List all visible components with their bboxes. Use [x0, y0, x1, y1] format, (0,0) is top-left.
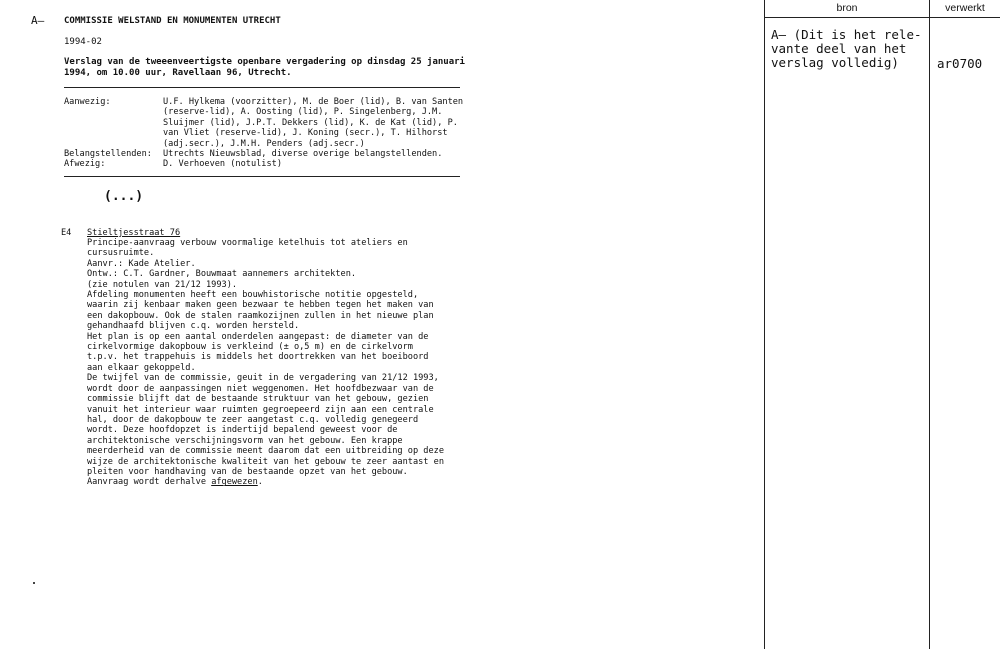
body-line: gehandhaafd blijven c.q. worden hersteld. — [87, 321, 300, 332]
bron-note-line: vante deel van het — [771, 41, 907, 56]
body-line: cirkelvormige dakopbouw is verkleind (± o,5 m) en de cirkelvorm — [87, 342, 413, 353]
body-line: commissie blijft dat de bestaande struktuur van het gebouw, gezien — [87, 394, 429, 405]
bron-note-line: verslag volledig) — [771, 55, 899, 70]
verwerkt-header: verwerkt — [945, 2, 985, 14]
column-header-rule — [764, 17, 1000, 18]
body-line: meerderheid van de commissie meent daarom dat een uitbreiding op deze — [87, 446, 444, 457]
body-line: architektonische verschijningsvorm van het gebouw. Een krappe — [87, 435, 403, 446]
body-line: wordt. Deze hoofdopzet is indertijd bepalend geweest voor de — [87, 425, 398, 436]
body-line: wordt door de aanpassingen niet weggenomen. Het hoofdbezwaar van de — [87, 383, 434, 394]
bron-column-left-rule — [764, 0, 765, 649]
organisation-name: COMMISSIE WELSTAND EN MONUMENTEN UTRECHT — [64, 16, 281, 26]
bron-header: bron — [836, 2, 858, 14]
body-line: Ontw.: C.T. Gardner, Bouwmaat aannemers architekten. — [87, 269, 357, 280]
body-line: Afdeling monumenten heeft een bouwhistorische notitie opgesteld, — [87, 290, 419, 301]
report-title-line-1: Verslag van de tweeenveertigste openbare vergadering op dinsdag 25 januari — [64, 57, 465, 67]
body-line: Aanvr.: Kade Atelier. — [87, 258, 196, 269]
body-line: cursusruimte. — [87, 248, 155, 259]
bron-note-line: A— (Dit is het rele- — [771, 27, 922, 42]
body-line: Principe-aanvraag verbouw voormalige ketelhuis tot ateliers en — [87, 238, 408, 248]
body-line: Het plan is op een aantal onderdelen aangepast: de diameter van de — [87, 331, 429, 342]
body-line: vanuit het interieur waar ruimten gegroepeerd zijn aan een centrale — [87, 404, 434, 415]
body-line: waarin zij kenbaar maken geen bezwaar te hebben tegen het maken van — [87, 300, 434, 311]
stray-dot — [33, 582, 35, 584]
body-line: een dakopbouw. Ook de stalen raamkozijnen zullen in het nieuwe plan — [87, 310, 434, 321]
absent-value: D. Verhoeven (notulist) — [163, 159, 282, 170]
divider-bottom — [64, 176, 460, 177]
present-line: U.F. Hylkema (voorzitter), M. de Boer (lid), B. van Santen — [163, 97, 464, 107]
present-line: (reserve-lid), A. Oosting (lid), P. Singelenberg, J.M. — [163, 107, 443, 118]
verwerkt-column-left-rule — [929, 0, 930, 649]
margin-marker: A— — [31, 14, 45, 27]
body-line: hal, door de dakopbouw te zeer aangetast c.q. volledig genegeerd — [87, 414, 419, 425]
stakeholders-value: Utrechts Nieuwsblad, diverse overige belangstellenden. — [163, 149, 443, 159]
item-body — [87, 238, 444, 488]
body-line: De twijfel van de commissie, geuit in de vergadering van 21/12 1993, — [87, 373, 439, 384]
report-title-line-2: 1994, om 10.00 uur, Ravellaan 96, Utrecht. — [64, 68, 292, 78]
body-line: wijze de architektonische kwaliteit van het gebouw te zeer aantast en — [87, 456, 444, 467]
body-line: pleiten voor handhaving van de bestaande opzet van het gebouw. — [87, 466, 408, 477]
stakeholders-label: Belangstellenden: — [64, 149, 152, 159]
body-line: (zie notulen van 21/12 1993). — [87, 279, 238, 290]
decision-line — [87, 477, 444, 487]
present-line: Sluijmer (lid), J.P.T. Dekkers (lid), K. de Kat (lid), P. — [163, 117, 458, 128]
document-number: 1994-02 — [64, 37, 102, 47]
divider-top — [64, 87, 460, 88]
decision-prefix: Aanvraag wordt derhalve — [87, 477, 212, 488]
decision-word: afgewezen — [211, 477, 258, 488]
omission-ellipsis: (...) — [104, 189, 144, 204]
present-line: van Vliet (reserve-lid), J. Koning (secr.), T. Hilhorst — [163, 128, 448, 139]
present-label: Aanwezig: — [64, 97, 111, 107]
decision-suffix: . — [257, 477, 263, 488]
absent-label: Afwezig: — [64, 159, 106, 170]
body-line: t.p.v. het trappehuis is middels het doortrekken van het boeiboord — [87, 352, 429, 363]
body-line: aan elkaar gekoppeld. — [87, 362, 196, 373]
present-line: (adj.secr.), J.M.H. Penders (adj.secr.) — [163, 138, 365, 149]
verwerkt-value: ar0700 — [937, 56, 983, 71]
item-heading: Stieltjesstraat 76 — [87, 228, 181, 238]
item-code: E4 — [61, 228, 72, 238]
